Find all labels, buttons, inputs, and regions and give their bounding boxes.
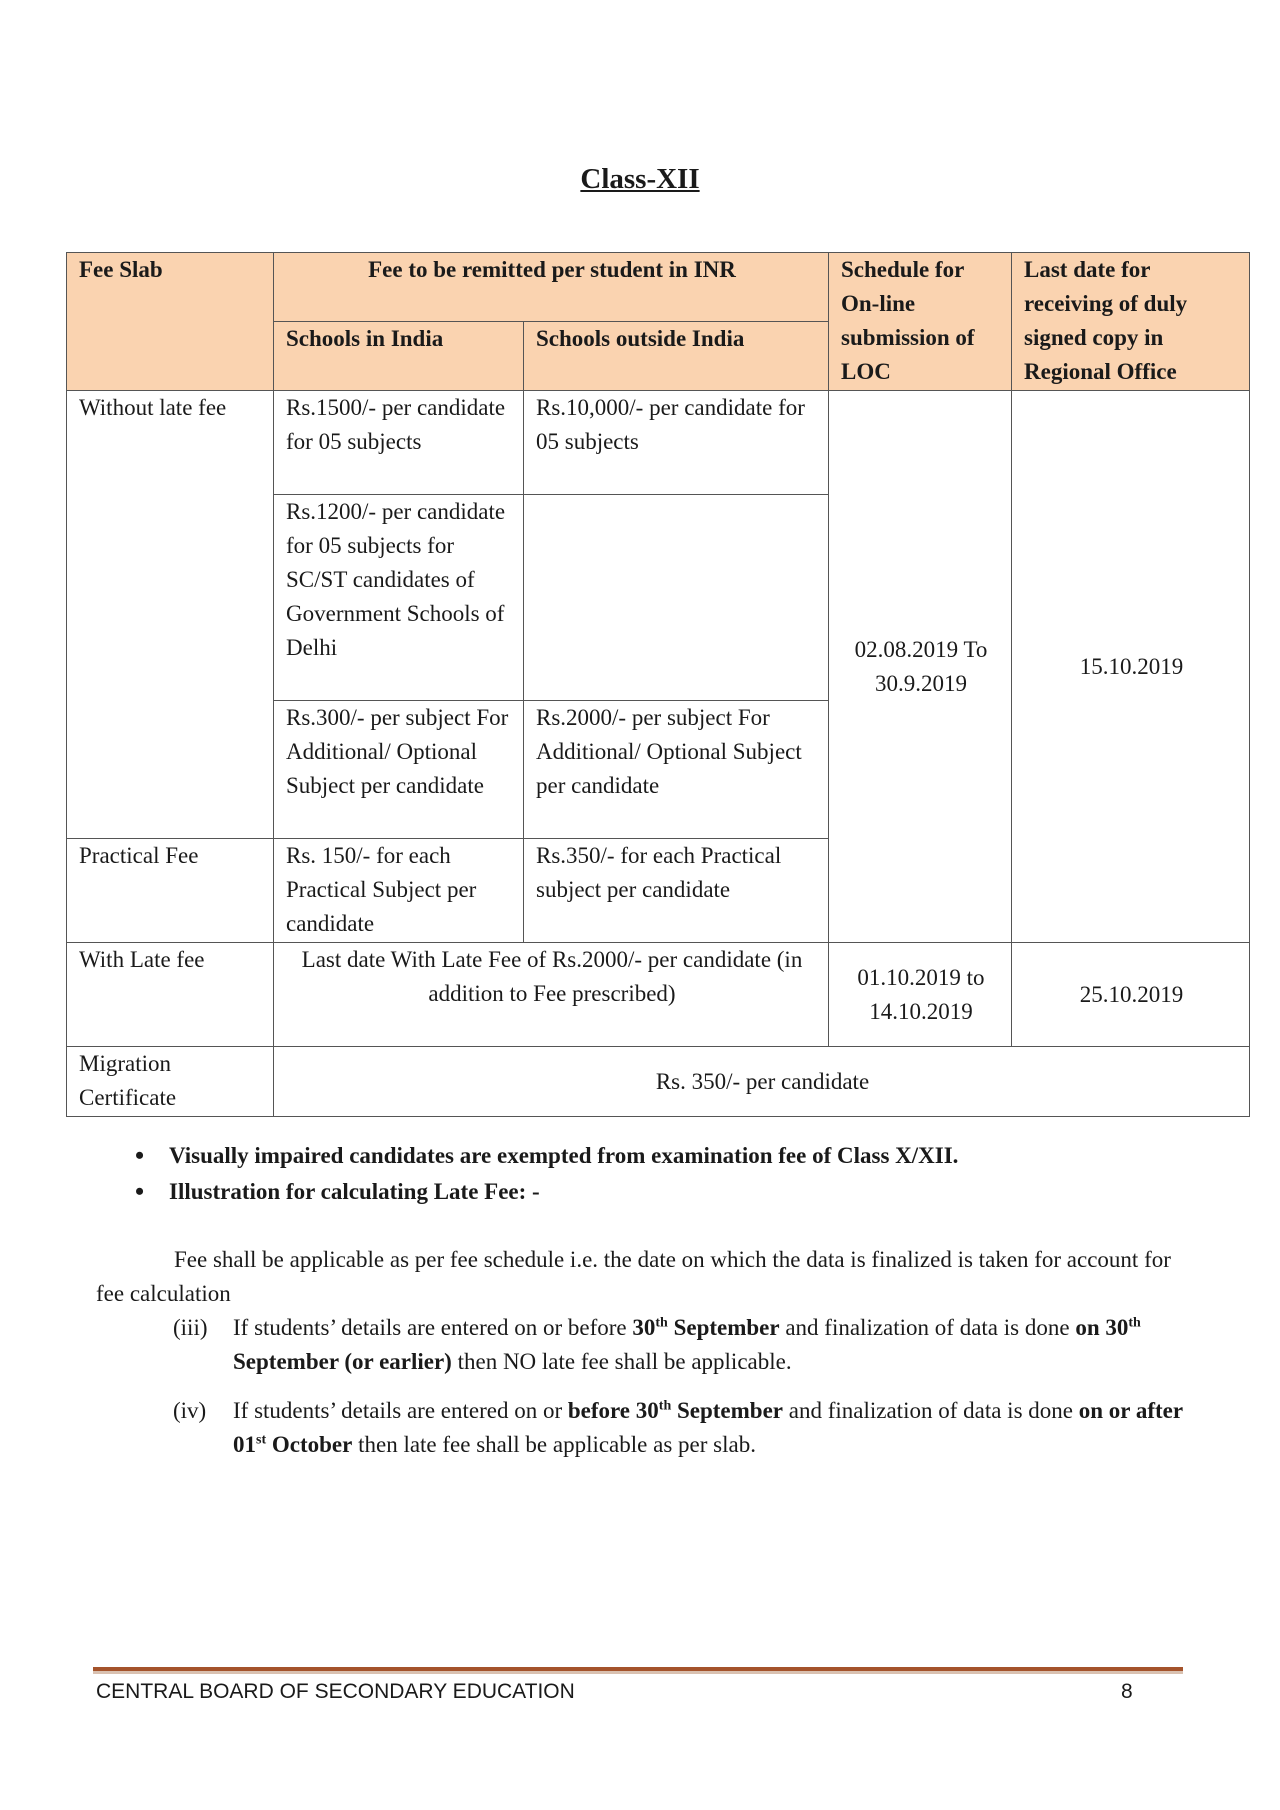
cell-last-date-late: 25.10.2019	[1012, 943, 1250, 1047]
cell-last-date-normal: 15.10.2019	[1012, 391, 1250, 943]
fee-table	[66, 252, 1250, 1117]
header-schools-india: Schools in India	[274, 322, 524, 391]
row-label-migration: Migration Certificate	[67, 1047, 274, 1117]
page-title: Class-XII	[580, 163, 700, 195]
notes-list	[135, 1138, 958, 1210]
clause-text: If students’ details are entered on or before 30th September and finalization of data is done on 30th September (or earlier) then NO late fee shall be applicable.	[233, 1315, 1141, 1374]
bullet-visually-impaired: • Visually impaired candidates are exempted from examination fee of Class X/XII.	[135, 1138, 958, 1174]
clause-iv	[173, 1394, 1183, 1462]
cell-india-basic: Rs.1500/- per candidate for 05 subjects	[274, 391, 524, 495]
cell-late-fee: Last date With Late Fee of Rs.2000/- per candidate (in addition to Fee prescribed)	[274, 943, 829, 1047]
header-row	[67, 253, 1250, 322]
clause-iii	[173, 1311, 1183, 1379]
cell-outside-additional: Rs.2000/- per subject For Additional/ Optional Subject per candidate	[524, 701, 829, 839]
clause-number: (iii)	[173, 1315, 208, 1340]
footer-organization: CENTRAL BOARD OF SECONDARY EDUCATION	[96, 1680, 575, 1703]
header-schools-outside: Schools outside India	[524, 322, 829, 391]
table-row	[67, 1047, 1250, 1117]
header-fee-slab: Fee Slab	[67, 253, 274, 391]
cell-outside-basic: Rs.10,000/- per candidate for 05 subjects	[524, 391, 829, 495]
bullet-late-fee-illustration: • Illustration for calculating Late Fee: -	[135, 1174, 958, 1210]
cell-india-scst: Rs.1200/- per candidate for 05 subjects for SC/ST candidates of Government Schools of Delhi	[274, 495, 524, 701]
row-label-without-late-fee: Without late fee	[67, 391, 274, 839]
row-label-with-late-fee: With Late fee	[67, 943, 274, 1047]
page-number: 8	[1121, 1680, 1133, 1703]
footer-rule	[93, 1667, 1183, 1674]
clause-number: (iv)	[173, 1398, 207, 1423]
clause-text: If students’ details are entered on or before 30th September and finalization of data is done on or after 01st October then late fee shall be applicable as per slab.	[233, 1398, 1183, 1457]
row-label-practical-fee: Practical Fee	[67, 839, 274, 943]
cell-outside-scst	[524, 495, 829, 701]
cell-schedule-late: 01.10.2019 to 14.10.2019	[829, 943, 1012, 1047]
cell-india-additional: Rs.300/- per subject For Additional/ Optional Subject per candidate	[274, 701, 524, 839]
cell-india-practical: Rs. 150/- for each Practical Subject per candidate	[274, 839, 524, 943]
cell-migration-fee: Rs. 350/- per candidate	[274, 1047, 1250, 1117]
header-fee-remitted: Fee to be remitted per student in INR	[274, 253, 829, 322]
cell-outside-practical: Rs.350/- for each Practical subject per candidate	[524, 839, 829, 943]
header-schedule: Schedule for On-line submission of LOC	[829, 253, 1012, 391]
fee-paragraph: Fee shall be applicable as per fee schedule i.e. the date on which the data is finalized is taken for account for fee calculation	[96, 1247, 1171, 1306]
table-row	[67, 943, 1250, 1047]
header-last-date: Last date for receiving of duly signed copy in Regional Office	[1012, 253, 1250, 391]
cell-schedule-normal: 02.08.2019 To 30.9.2019	[829, 391, 1012, 943]
table-row	[67, 391, 1250, 495]
